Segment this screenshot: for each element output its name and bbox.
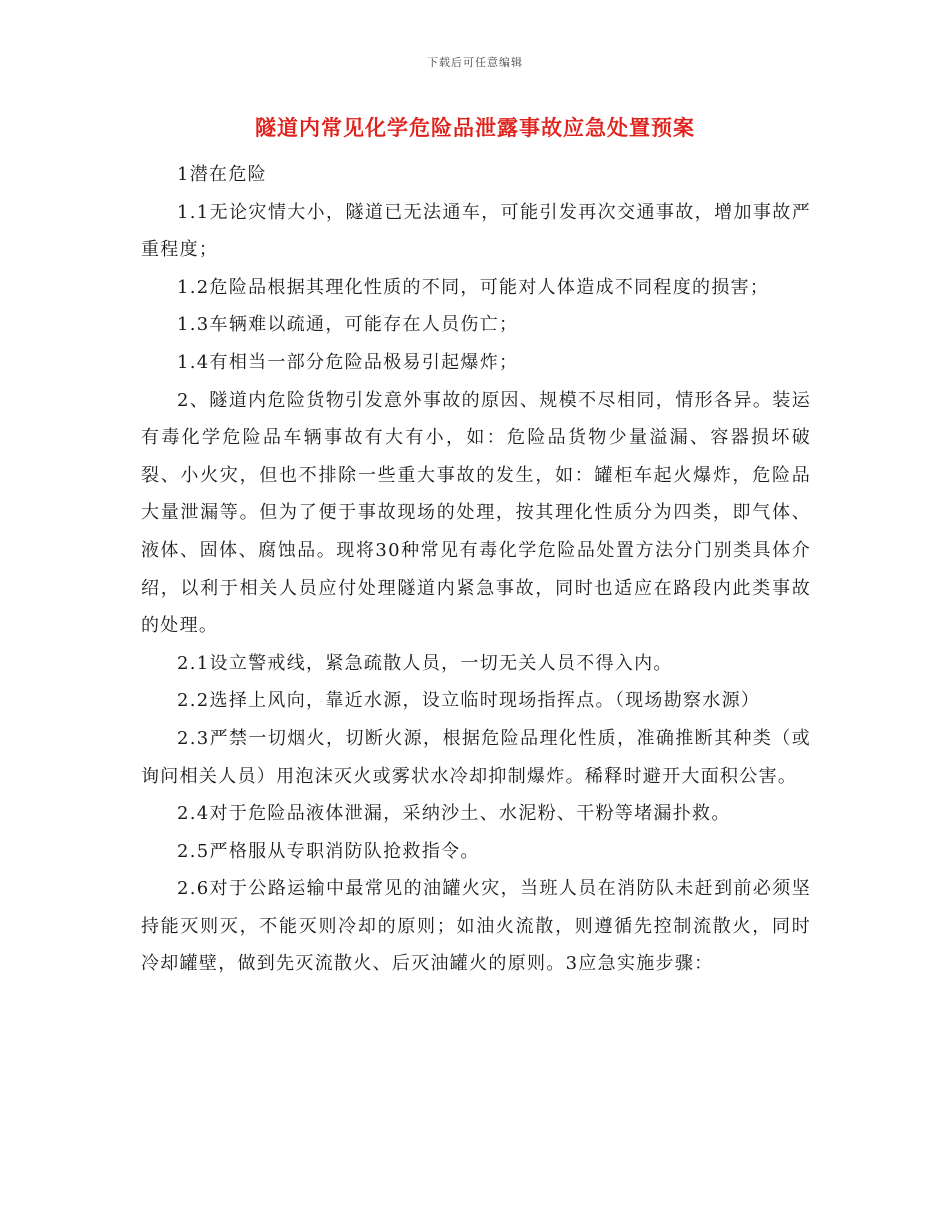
document-body (141, 156, 811, 983)
paragraph-section-1: 1潜在危险 (177, 164, 267, 185)
paragraph-1-2: 1.2危险品根据其理化性质的不同，可能对人体造成不同程度的损害； (177, 276, 770, 298)
header-note: 下载后可任意编辑 (427, 56, 523, 69)
paragraph-2-6: 2.6对于公路运输中最常见的油罐火灾，当班人员在消防队未赶到前必须坚持能灭则灭，不能灭则冷却的原则；如油火流散，则遵循先控制流散火，同时冷却罐壁，做到先灭流散火、后灭油罐火的原则。3应急实施步骤： (141, 878, 811, 975)
paragraph-1-1: 1.1无论灾情大小，隧道已无法通车，可能引发再次交通事故，增加事故严重程度； (141, 201, 811, 261)
paragraph-1-4: 1.4有相当一部分危险品极易引起爆炸； (177, 351, 519, 373)
paragraph-section-2: 2、隧道内危险货物引发意外事故的原因、规模不尽相同，情形各异。装运有毒化学危险品车辆事故有大有小，如：危险品货物少量溢漏、容器损坏破裂、小火灾，但也不排除一些重大事故的发生，如：罐柜车起火爆炸，危险品大量泄漏等。但为了便于事故现场的处理，按其理化性质分为四类，即气体、液体、固体、腐蚀品。现将30种常见有毒化学危险品处置方法分门别类具体介绍，以利于相关人员应付处理隧道内紧急事故，同时也适应在路段内此类事故的处理。 (141, 389, 811, 637)
paragraph-2-2: 2.2选择上风向，靠近水源，设立临时现场指挥点。（现场勘察水源） (177, 690, 761, 712)
paragraph-2-1: 2.1设立警戒线，紧急疏散人员，一切无关人员不得入内。 (177, 652, 673, 674)
paragraph-2-5: 2.5严格服从专职消防队抢救指令。 (177, 840, 480, 862)
document-title: 隧道内常见化学危险品泄露事故应急处置预案 (255, 115, 695, 140)
paragraph-2-4: 2.4对于危险品液体泄漏，采纳沙土、水泥粉、干粉等堵漏扑救。 (177, 803, 731, 825)
paragraph-2-3: 2.3严禁一切烟火，切断火源，根据危险品理化性质，准确推断其种类（或询问相关人员）用泡沫灭火或雾状水冷却抑制爆炸。稀释时避开大面积公害。 (141, 727, 811, 787)
paragraph-1-3: 1.3车辆难以疏通，可能存在人员伤亡； (177, 314, 519, 336)
